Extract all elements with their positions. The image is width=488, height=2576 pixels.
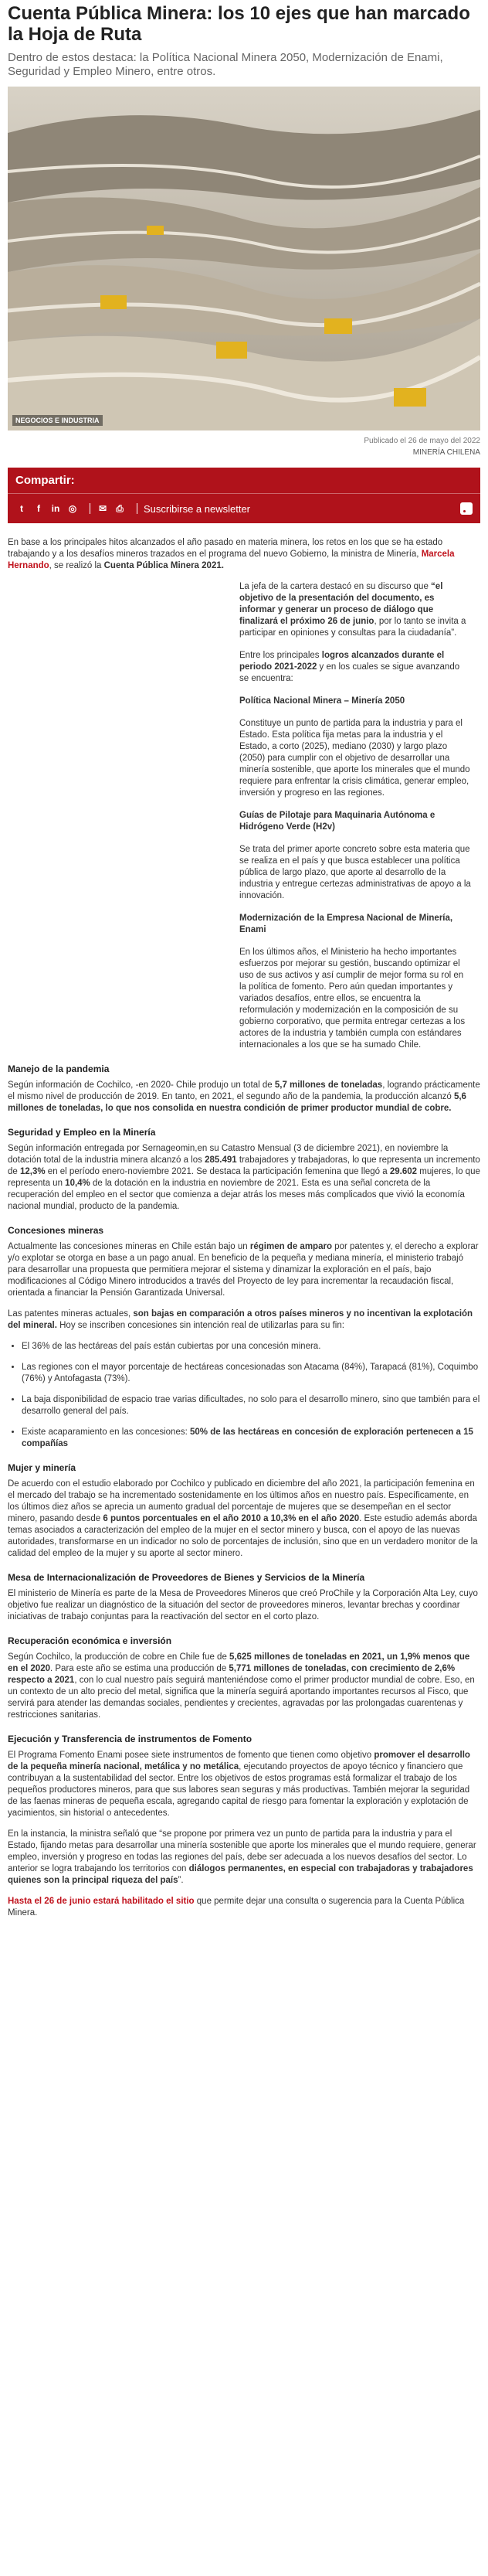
hero-image (8, 87, 480, 430)
paragraph-politica: Constituye un punto de partida para la industria y para el Estado. Esta política fija metas para la industria y el Estado, a corto (2025), mediano (2030) y largo plazo (2050) para cumplir con el objetivo de desarrollar una minería sostenible, que aporte los minerales que el mundo requiere para enfrentar la crisis climática, generar empleo, inversión y progreso en las regiones. (239, 719, 470, 798)
rss-icon[interactable] (460, 502, 473, 515)
heading-politica: Política Nacional Minera – Minería 2050 (239, 696, 405, 706)
paragraph-fomento-1: El Programa Fomento Enami posee siete instrumentos de fomento que tienen como objetivo promover el desarrollo de la pequeña minería nacional, metálica y no metálica, ejecutando proyectos de apoyo técnico y financiero que contribuyan a la sustentabilidad del sector. Entre los objetivos de estos programas está formalizar el trabajo de los pequeños productores mineros, para que sus labores sean seguras y más productivas. También mejorar la seguridad de las faenas mineras de pequeña escala, agregando capital de riesgo para fomentar la exploración y explotación de yacimientos, sin historial o antecedentes. (8, 1751, 470, 1818)
twitter-icon[interactable]: t (20, 503, 23, 514)
concesiones-list (8, 1341, 480, 1450)
heading-pandemia: Manejo de la pandemia (8, 1063, 110, 1074)
heading-recuperacion: Recuperación económica e inversión (8, 1635, 172, 1646)
paragraph-guias: Se trata del primer aporte concreto sobre esta materia que se realiza en el país y que busca establecer una política pública de largo plazo, que aporte al desarrollo de la industria y entregue certezas administrativas de apoyo a la innovación. (239, 845, 471, 900)
side-paragraph-1: La jefa de la cartera destacó en su discurso que “el objetivo de la presentación del documento, es informar y generar un proceso de diálogo que finalizará el próximo 26 de junio, por lo tanto se invita a participar en opiniones y consultas para la ciudadanía”. (239, 582, 466, 638)
paragraph-concesiones-1: Actualmente las concesiones mineras en Chile están bajo un régimen de amparo por patentes y, el derecho a explorar y/o explotar se otorga en base a un pago anual. En beneficio de la pequeña y mediana minería, el ministerio trabajó para desarrollar una propuesta que permitiera mejorar el sistema y dinamizar la exploración en el país, bajo modificaciones al Código Minero introducidos a través del Proyecto de ley para incrementar la recaudación fiscal, orientada a financiar la Pensión Garantizada Universal. (8, 1242, 479, 1298)
paragraph-final: Hasta el 26 de junio estará habilitado el sitio que permite dejar una consulta o sugerencia para la Cuenta Pública Minera. (8, 1897, 465, 1918)
share-box (8, 468, 480, 523)
paragraph-pandemia: Según información de Cochilco, -en 2020- Chile produjo un total de 5,7 millones de toneladas, logrando prácticamente el mismo nivel de producción de 2019. En tanto, en 2021, el segundo año de la pandemia, la producción alcanzó 5,6 millones de toneladas, lo que nos consolida en nuestra condición de primer productor mundial de cobre. (8, 1080, 480, 1113)
paragraph-enami: En los últimos años, el Ministerio ha hecho importantes esfuerzos por mejorar su gestión, buscando optimizar el uso de sus activos y así cumplir de mejor forma su rol en la política de fomento. Pero aún quedan importantes y variados desafíos, entre ellos, se encuentra la reformulación y modernización en la composición de su gobierno corporativo, que permita entregar certezas a los actores de la industria y también cumpla con estándares internacionales a los que se ha sumado Chile. (239, 948, 466, 1050)
side-column (239, 581, 471, 1051)
list-item: • El 36% de las hectáreas del país están cubiertas por una concesión minera. (22, 1341, 480, 1353)
heading-fomento: Ejecución y Transferencia de instrumentos de Fomento (8, 1734, 252, 1744)
heading-mesa: Mesa de Internacionalización de Proveedores de Bienes y Servicios de la Minería (8, 1572, 365, 1583)
heading-guias: Guías de Pilotaje para Maquinaria Autónoma e Hidrógeno Verde (H2v) (239, 811, 435, 832)
article-lead: Dentro de estos destaca: la Política Nacional Minera 2050, Modernización de Enami, Seguridad y Empleo Minero, entre otros. (8, 51, 443, 78)
paragraph-fomento-2: En la instancia, la ministra señaló que “se propone por primera vez un punto de partida para la industria y para el Estado, fijando metas para desarrollar una minería sostenible que aporte los minerales que el mundo requiere, generar empleo, inversión y progreso en todas las regiones del país, debe ser adecuada a los nuevos desafíos del sector. Lo anterior se logra trabajando los territorios con diálogos permanentes, en especial con trabajadoras y trabajadores quienes son la principal riqueza del país”. (8, 1829, 476, 1885)
whatsapp-icon[interactable]: ◎ (68, 503, 77, 514)
list-item: • La baja disponibilidad de espacio trae varias dificultades, no solo para el desarrollo minero, sino que también para el desarrollo general del país. (22, 1394, 480, 1417)
paragraph-concesiones-2: Las patentes mineras actuales, son bajas en comparación a otros países mineros y no incentivan la explotación del mineral. Hoy se inscriben concesiones sin intención real de utilizarlas para su fin: (8, 1309, 473, 1330)
facebook-icon[interactable]: f (37, 503, 40, 514)
heading-mujer: Mujer y minería (8, 1462, 76, 1473)
heading-concesiones: Concesiones mineras (8, 1225, 104, 1236)
mine-pit-illustration (8, 87, 480, 430)
paragraph-mesa: El ministerio de Minería es parte de la Mesa de Proveedores Mineros que creó ProChile y la Corporación Alta Ley, cuyo objetivo fue realizar un diagnóstico de la situación del sector de proveedores mineros, levantar brechas y coordinar iniciativas de trabajo conjuntas para la reactivación del sector en el corto plazo. (8, 1589, 478, 1621)
article-body (8, 537, 480, 1919)
side-paragraph-2: Entre los principales logros alcanzados durante el periodo 2021-2022 y en los cuales se sigue avanzando se encuentra: (239, 651, 460, 683)
consulta-site-link[interactable]: Hasta el 26 de junio estará habilitado el sitio (8, 1897, 195, 1906)
share-title: Compartir: (15, 474, 75, 487)
publish-date: Publicado el 26 de mayo del 2022 (364, 437, 480, 445)
paragraph-mujer: De acuerdo con el estudio elaborado por Cochilco y publicado en diciembre del año 2021, la participación femenina en el mercado del trabajo se ha incrementado sostenidamente en los últimos años en nuestro país. Específicamente, en los últimos diez años se aprecia un aumento gradual del porcentaje de mujeres que se desempeñan en el sector minero, pasando desde 6 puntos porcentuales en el año 2010 a 10,3% en el año 2020. Este estudio además aborda temas asociados a caracterización del empleo de la mujer en el sector minero y busca, con el apoyo de las nuevas autoridades, transformarse en un indicador no solo de porcentajes de inclusión, sino que en un verdadero monitor de la calidad del empleo de la mujer y su aporte al sector minero. (8, 1479, 478, 1558)
heading-enami: Modernización de la Empresa Nacional de Minería, Enami (239, 914, 453, 934)
print-icon[interactable]: ⎙ (116, 502, 124, 514)
list-item: • Las regiones con el mayor porcentaje de hectáreas concesionadas son Atacama (84%), Tarapacá (81%), Coquimbo (76%) y Antofagasta (73%). (22, 1362, 480, 1385)
email-icon[interactable]: ✉ (98, 503, 107, 514)
intro-paragraph: En base a los principales hitos alcanzados el año pasado en materia minera, los retos en los que se ha estado trabajando y a los desafíos mineros trazados en el programa del nuevo Gobierno, la ministra de Minería, Marcela Hernando, se realizó la Cuenta Pública Minera 2021. (8, 538, 455, 570)
article-page (0, 3, 488, 1919)
list-item: • Existe acaparamiento en las concesiones: 50% de las hectáreas en concesión de exploración pertenecen a 15 compañías (22, 1427, 480, 1450)
paragraph-recuperacion: Según Cochilco, la producción de cobre en Chile fue de 5,625 millones de toneladas en 2021, un 1,9% menos que en el 2020. Para este año se estima una producción de 5,771 millones de toneladas, con crecimiento de 2,6% respecto a 2021, con lo cual nuestro país seguirá manteniéndose como el primer productor mundial de cobre. Eso, en un contexto de un alto precio del metal, significa que la minería seguirá aportando importantes recursos al Fisco, que servirá para atender las demandas sociales, pendientes y crecientes, agravadas por las prolongadas cuarentenas y restricciones sanitarias. (8, 1652, 475, 1720)
paragraph-seguridad: Según información entregada por Sernageomin,en su Catastro Mensual (3 de diciembre 2021), en noviembre la dotación total de la industria minera alcanzó a los 285.491 trabajadores y trabajadoras, lo que representa un incremento de 12,3% en el período enero-noviembre 2021. Se destaca la participación femenina que llegó a 29.602 mujeres, lo que representa un 10,4% de la dotación en la industria en noviembre de 2021. Esta es una señal concreta de la recuperación del empleo en el sector que comienza a dejar atrás los meses más complicados que vivió la economía nacional mundial, producto de la pandemia. (8, 1144, 480, 1211)
share-bar (8, 493, 480, 523)
linkedin-icon[interactable]: in (51, 503, 60, 514)
page-title: Cuenta Pública Minera: los 10 ejes que han marcado la Hoja de Ruta (8, 3, 470, 45)
heading-seguridad: Seguridad y Empleo en la Minería (8, 1127, 156, 1138)
minister-link[interactable]: Marcela Hernando (8, 550, 455, 570)
article-source: MINERÍA CHILENA (412, 448, 480, 457)
subscribe-newsletter-link[interactable]: Suscribirse a newsletter (144, 502, 250, 515)
image-category-tag[interactable]: NEGOCIOS E INDUSTRIA (12, 415, 103, 426)
